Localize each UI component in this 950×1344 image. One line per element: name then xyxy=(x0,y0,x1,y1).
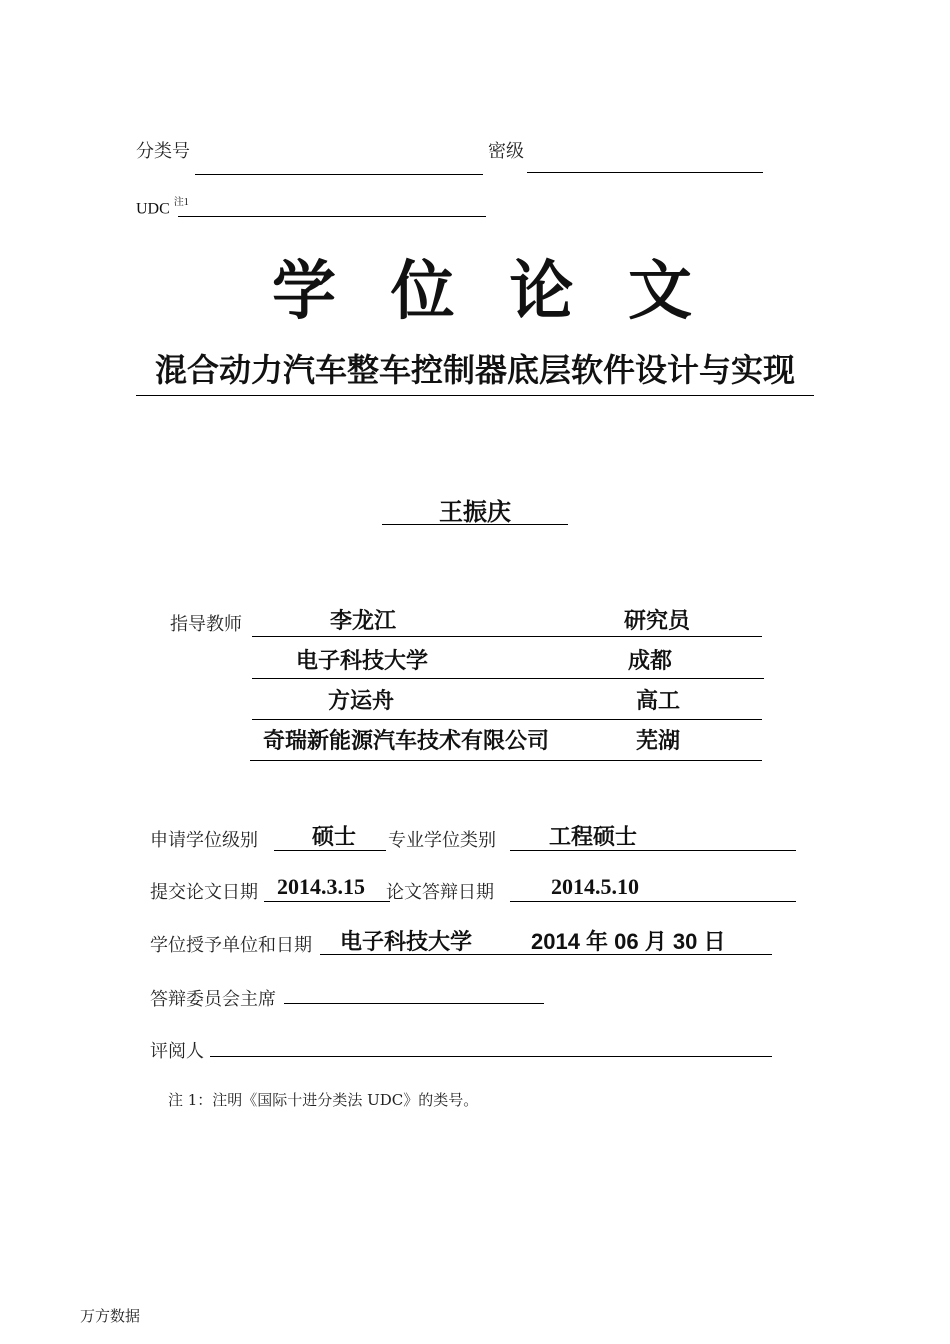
advisor-row-line xyxy=(252,636,762,637)
reviewer-label: 评阅人 xyxy=(150,1041,204,1062)
reviewer-line xyxy=(210,1056,772,1057)
udc-line xyxy=(178,216,486,217)
secret-level-line xyxy=(527,172,763,173)
co-advisor-name: 方运舟 xyxy=(328,689,395,714)
submit-date-value: 2014.3.15 xyxy=(277,874,365,899)
advisor-row-line xyxy=(252,719,762,720)
degree-level-label: 申请学位级别 xyxy=(150,830,258,851)
footnote: 注 1：注明《国际十进分类法 UDC》的类号。 xyxy=(168,1091,479,1109)
main-title xyxy=(272,240,692,332)
watermark: 万方数据 xyxy=(80,1307,141,1325)
secret-level-label: 密级 xyxy=(488,141,524,162)
author-line xyxy=(382,524,568,525)
advisor-name: 李龙江 xyxy=(330,609,397,634)
udc-label xyxy=(136,195,189,218)
committee-chair-line xyxy=(284,1003,544,1004)
degree-level-value: 硕士 xyxy=(312,825,357,850)
thesis-title: 混合动力汽车整车控制器底层软件设计与实现 xyxy=(154,351,795,389)
submit-date-label: 提交论文日期 xyxy=(150,882,258,903)
advisor-title: 研究员 xyxy=(624,609,691,634)
thesis-title-line xyxy=(136,395,814,396)
degree-category-line xyxy=(510,850,796,851)
grant-unit: 电子科技大学 xyxy=(340,930,473,955)
main-title-char: 论 xyxy=(509,255,574,329)
advisor-label: 指导教师 xyxy=(170,614,242,635)
main-title-char: 位 xyxy=(390,255,455,329)
co-advisor-title: 高工 xyxy=(636,689,681,714)
advisor-affiliation: 电子科技大学 xyxy=(296,649,429,674)
committee-chair-label: 答辩委员会主席 xyxy=(150,989,276,1010)
main-title-char: 学 xyxy=(272,255,336,329)
grant-date: 2014 年 06 月 30 日 xyxy=(531,929,726,954)
degree-category-label: 专业学位类别 xyxy=(388,830,496,851)
classification-line xyxy=(195,174,483,175)
co-advisor-affiliation: 奇瑞新能源汽车技术有限公司 xyxy=(263,729,550,754)
grant-line xyxy=(320,954,772,955)
co-advisor-city: 芜湖 xyxy=(636,729,681,754)
defense-date-value: 2014.5.10 xyxy=(551,874,639,899)
advisor-row-line xyxy=(250,760,762,761)
degree-category-value: 工程硕士 xyxy=(549,825,638,850)
defense-date-label: 论文答辩日期 xyxy=(386,882,494,903)
main-title-char: 文 xyxy=(627,255,692,329)
udc-note-mark: 注1 xyxy=(173,197,189,208)
defense-date-line xyxy=(510,901,796,902)
author-name: 王振庆 xyxy=(439,498,511,526)
degree-level-line xyxy=(274,850,386,851)
classification-label: 分类号 xyxy=(136,141,190,162)
advisor-city: 成都 xyxy=(628,649,673,674)
submit-date-line xyxy=(264,901,390,902)
udc-text: UDC xyxy=(136,200,170,218)
grant-label: 学位授予单位和日期 xyxy=(150,935,312,956)
advisor-row-line xyxy=(252,678,764,679)
